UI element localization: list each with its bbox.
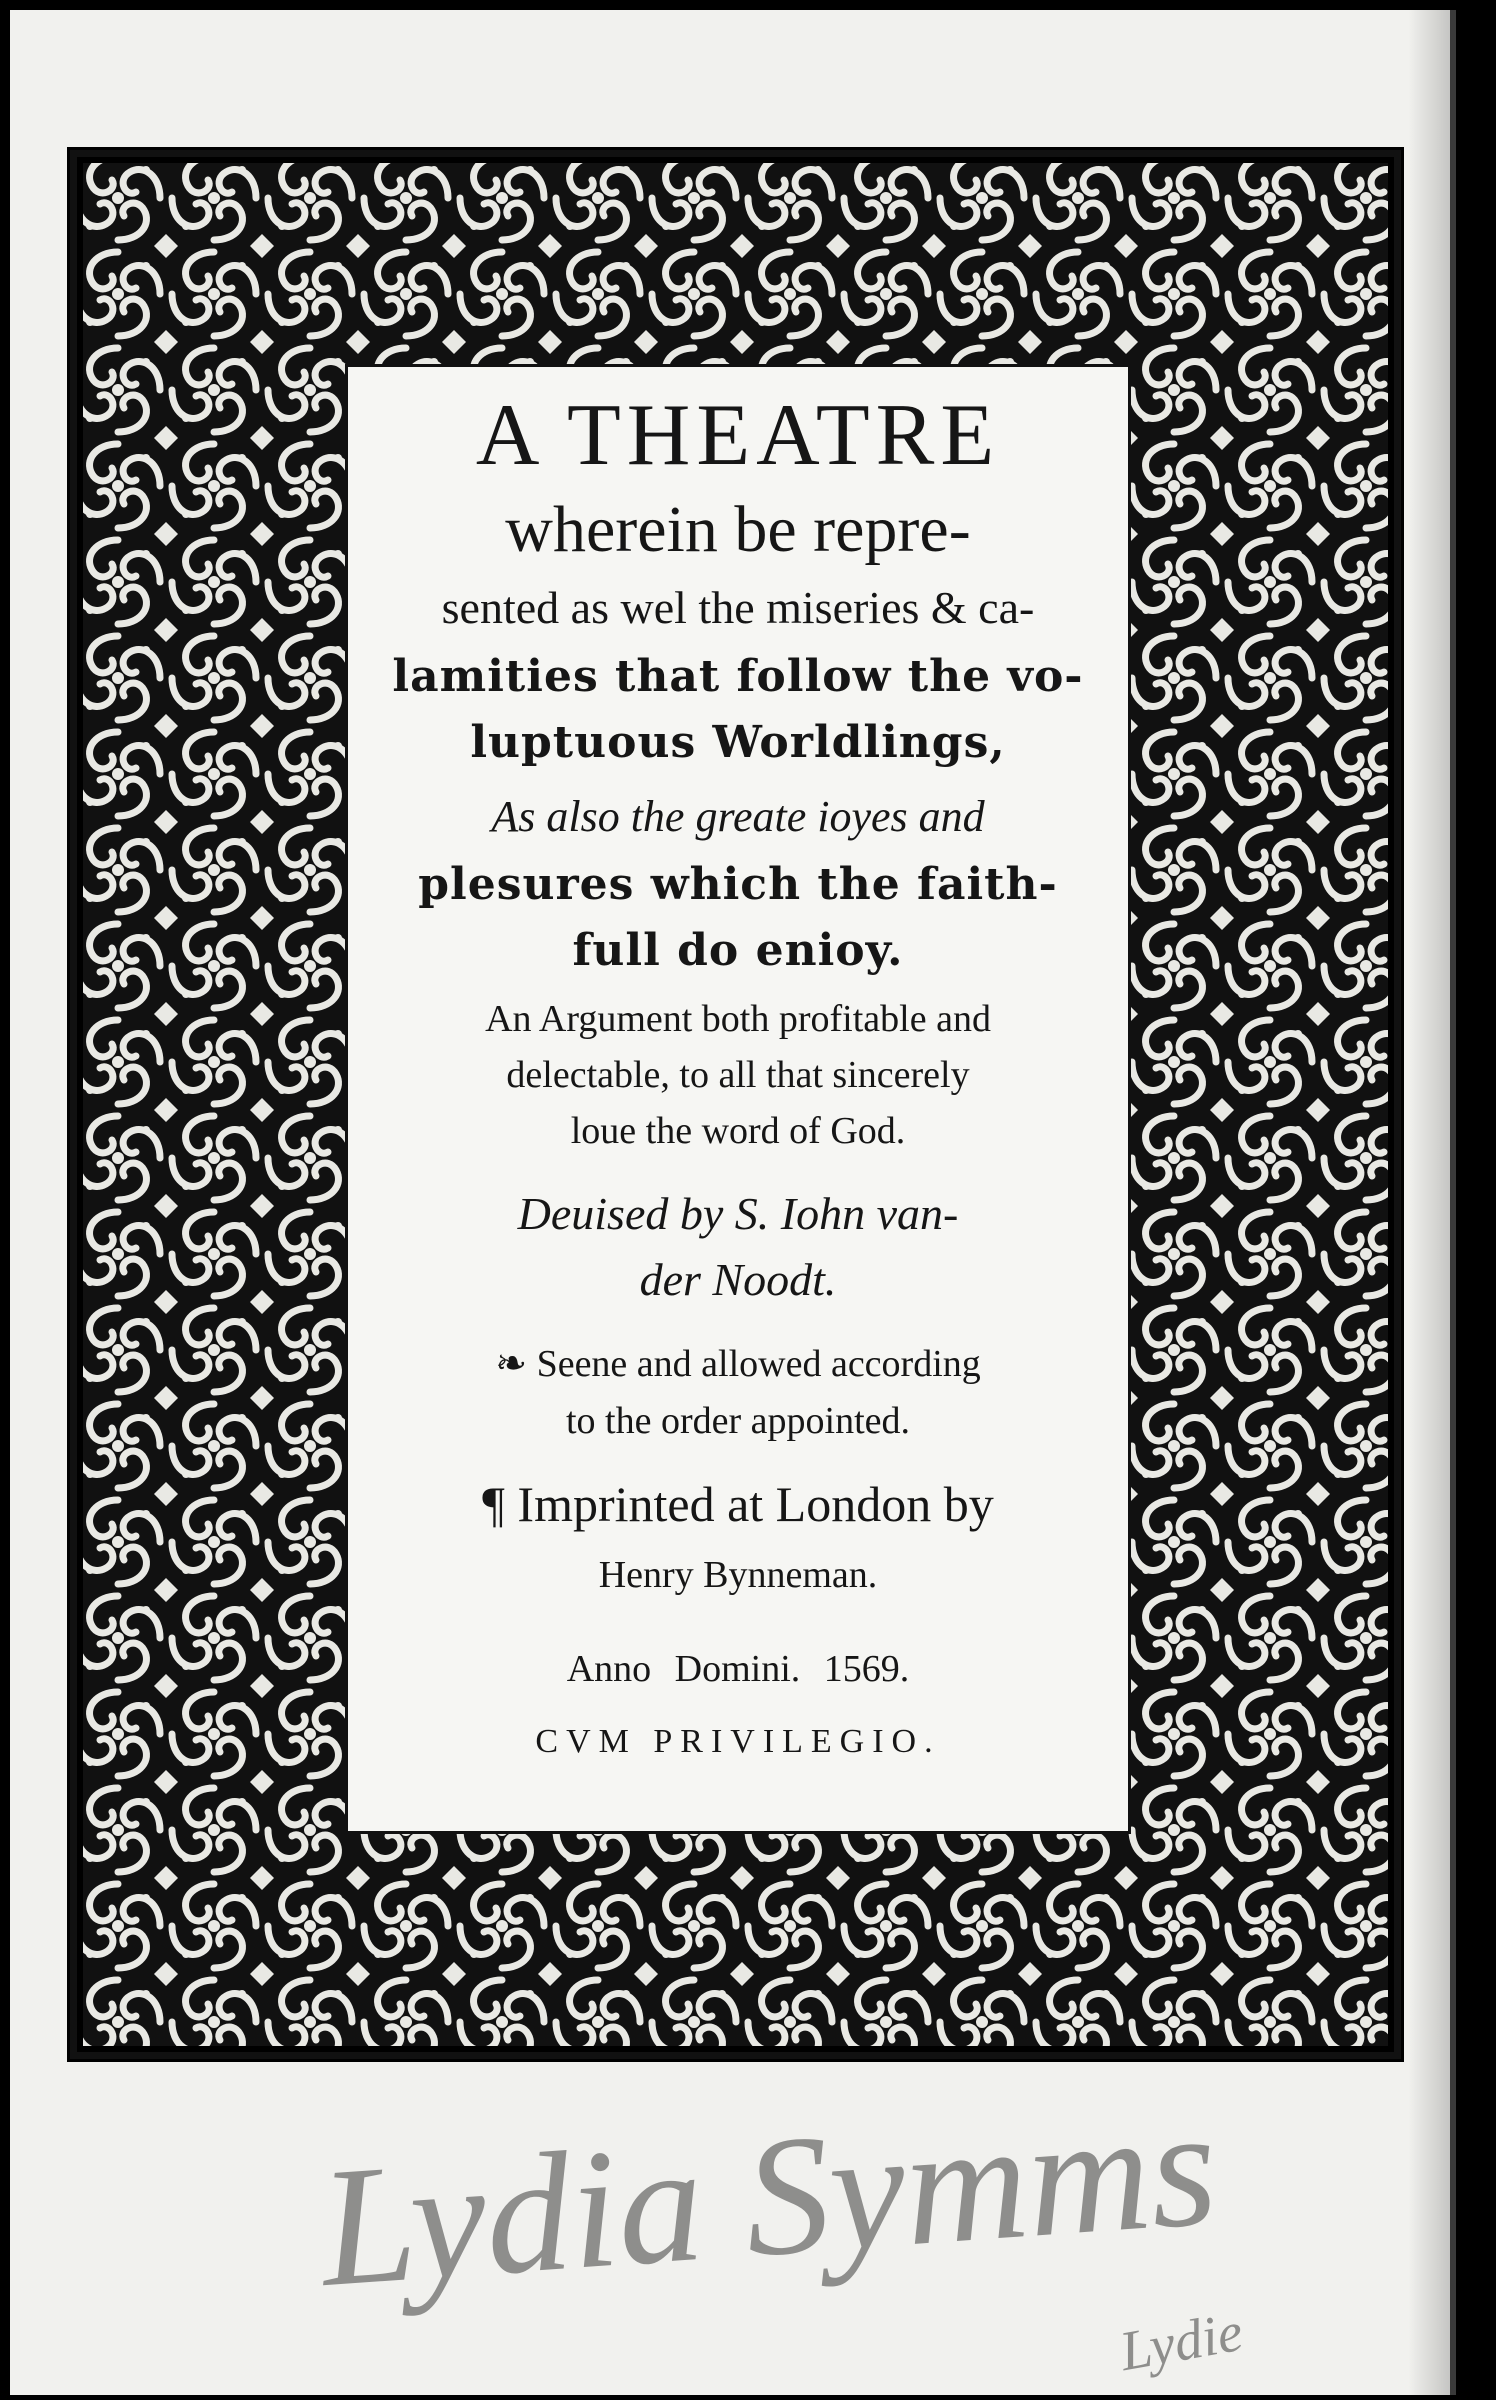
book-title: A THEATRE (475, 387, 1001, 484)
title-line-5: As also the greate ioyes and (491, 792, 985, 841)
privilege-line: CVM PRIVILEGIO. (535, 1723, 941, 1760)
fleuron-icon: ❧ (495, 1343, 528, 1385)
author-line-1: Deuised by S. Iohn van- (517, 1188, 959, 1239)
argument-line-1: An Argument both profitable and (485, 998, 991, 1040)
imprint-text: Imprinted at London by (517, 1476, 994, 1532)
title-line-2: sented as wel the miseries & ca- (441, 582, 1035, 633)
title-line-4: luptuous Worldlings, (470, 717, 1006, 768)
book-page (10, 10, 1456, 2395)
license-line-1 (348, 1341, 1128, 1386)
argument-line-3: loue the word of God. (570, 1110, 906, 1152)
license-line-2: to the order appointed. (565, 1400, 910, 1442)
author-line-2: der Noodt. (639, 1254, 837, 1305)
title-line-1: wherein be repre- (505, 493, 971, 566)
page-edge-shadow (1408, 10, 1450, 2395)
title-line-7: full do enioy. (572, 925, 904, 976)
pilcrow-icon: ¶ (482, 1476, 505, 1532)
handwritten-signature-small: Lydie (1115, 2300, 1248, 2384)
date-line: Anno Domini. 1569. (566, 1648, 910, 1690)
handwritten-signature: Lydia Symms (314, 2071, 1223, 2323)
imprint-line-1 (348, 1475, 1128, 1533)
title-line-3: lamities that follow the vo- (392, 651, 1084, 702)
title-panel (345, 364, 1131, 1834)
argument-line-2: delectable, to all that sincerely (506, 1054, 970, 1096)
title-line-6: plesures which the faith- (418, 859, 1058, 910)
imprint-line-2: Henry Bynneman. (598, 1554, 878, 1596)
license-text: Seene and allowed according (536, 1343, 981, 1385)
